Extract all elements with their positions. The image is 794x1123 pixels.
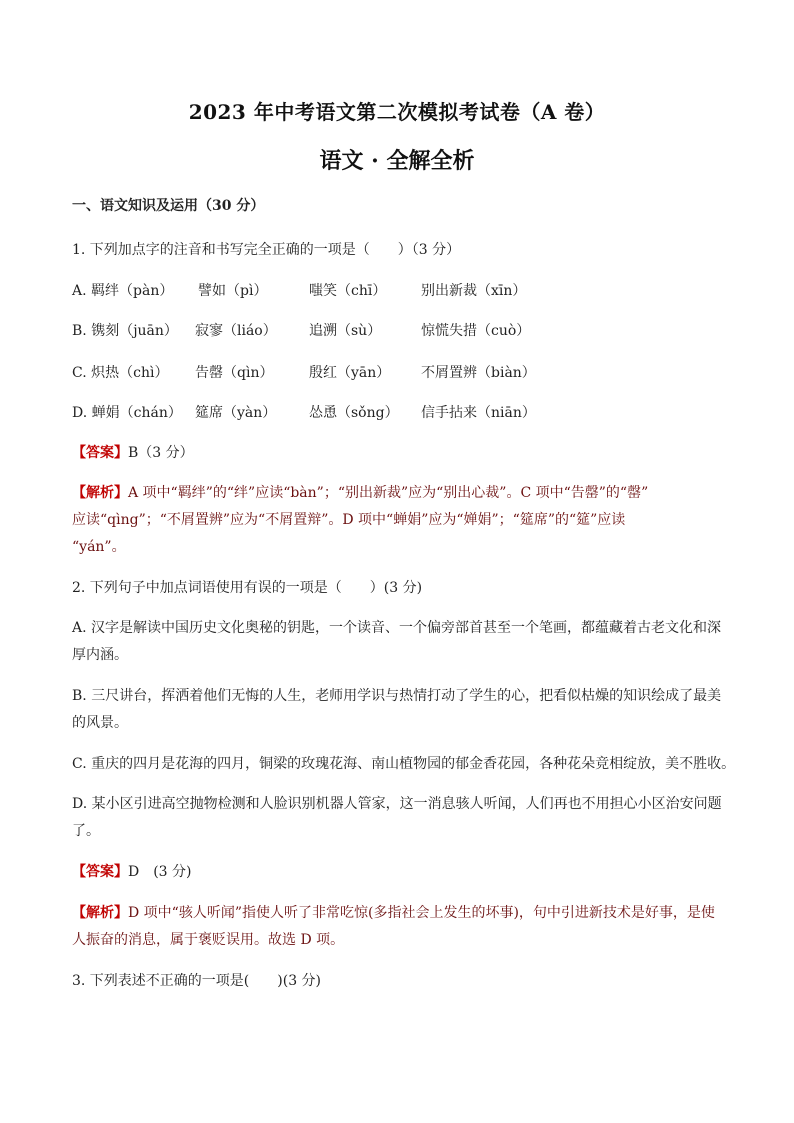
q1-option-d-3: 怂恿（sǒng） (309, 405, 399, 421)
question-3-stem: 3. 下列表述不正确的一项是( )(3 分) (72, 973, 322, 989)
question-2-stem: 2. 下列句子中加点词语使用有误的一项是（ ）(3 分) (72, 580, 423, 596)
q2-answer (72, 862, 728, 882)
analysis-text: A 项中“羁绊”的“绊”应读“bàn”；“别出新裁”应为“别出心裁”。C 项中“告罄”的“罄” (128, 485, 649, 501)
analysis-text: D 项中“骇人听闻”指使人听了非常吃惊(多指社会上发生的坏事)，句中引进新技术是好事，是使 (128, 905, 715, 921)
q1-option-a-3: 嗤笑（chī） (309, 283, 387, 299)
q2-option-d-line-1: D. 某小区引进高空抛物检测和人脸识别机器人管家，这一消息骇人听闻，人们再也不用担心小区治安问题 (72, 796, 722, 812)
q2-analysis-line-1 (72, 903, 728, 923)
q1-option-d-2: 筵席（yàn） (195, 405, 277, 421)
q1-option-a-2: 譬如（pì） (198, 283, 268, 299)
q1-option-b-1: B. 镌刻（juān） (72, 323, 178, 339)
q2-option-a-line-1: A. 汉字是解读中国历史文化奥秘的钥匙，一个读音、一个偏旁部首甚至一个笔画，都蕴藏着古老文化和深 (72, 620, 722, 636)
page-title: 2023 年中考语文第二次模拟考试卷（A 卷） (188, 100, 606, 124)
q2-option-c: C. 重庆的四月是花海的四月，铜梁的玫瑰花海、南山植物园的郁金香花园，各种花朵竞相绽放，美不胜收。 (72, 756, 736, 772)
q1-option-c-2: 告罄（qìn） (195, 365, 274, 381)
q2-analysis-line-2: 人振奋的消息，属于褒贬误用。故选 D 项。 (72, 932, 345, 948)
question-1-stem: 1. 下列加点字的注音和书写完全正确的一项是（ ）（3 分） (72, 242, 461, 258)
q1-option-b-3: 追溯（sù） (309, 323, 382, 339)
q2-option-d-line-2: 了。 (72, 823, 100, 839)
analysis-tag: 【解析】 (72, 905, 128, 921)
q1-analysis-line-2: 应读“qìng”；“不屑置辨”应为“不屑置辩”。D 项中“蝉娟”应为“婵娟”；“筵席”的“筵”应读 (72, 512, 626, 528)
answer-tag: 【答案】 (72, 864, 128, 880)
q1-option-d-4: 信手拈来（niān） (421, 405, 536, 421)
q2-option-a-line-2: 厚内涵。 (72, 647, 128, 663)
page-subtitle: 语文 · 全解全析 (319, 148, 475, 174)
answer-text: D (3 分) (128, 864, 192, 880)
section-heading: 一、语文知识及运用（30 分） (72, 198, 265, 214)
q1-option-b-4: 惊慌失措（cuò） (421, 323, 531, 339)
q1-option-c-4: 不屑置辨（biàn） (421, 365, 536, 381)
answer-text: B（3 分） (128, 445, 194, 461)
q1-option-a-1: A. 羁绊（pàn） (72, 283, 174, 299)
q1-option-b-2: 寂寥（liáo） (195, 323, 277, 339)
q2-option-b-line-2: 的风景。 (72, 715, 128, 731)
q1-answer (72, 443, 728, 463)
answer-tag: 【答案】 (72, 445, 128, 461)
analysis-tag: 【解析】 (72, 485, 128, 501)
q1-analysis-line-1 (72, 483, 728, 503)
q1-option-d-1: D. 蝉娟（chán） (72, 405, 182, 421)
q1-option-c-1: C. 炽热（chì） (72, 365, 169, 381)
q1-option-c-3: 殷红（yān） (309, 365, 391, 381)
q1-option-a-4: 别出新裁（xīn） (421, 283, 527, 299)
q2-option-b-line-1: B. 三尺讲台，挥洒着他们无悔的人生，老师用学识与热情打动了学生的心，把看似枯燥的知识绘成了最美 (72, 688, 722, 704)
q1-analysis-line-3: “yán”。 (72, 539, 126, 555)
